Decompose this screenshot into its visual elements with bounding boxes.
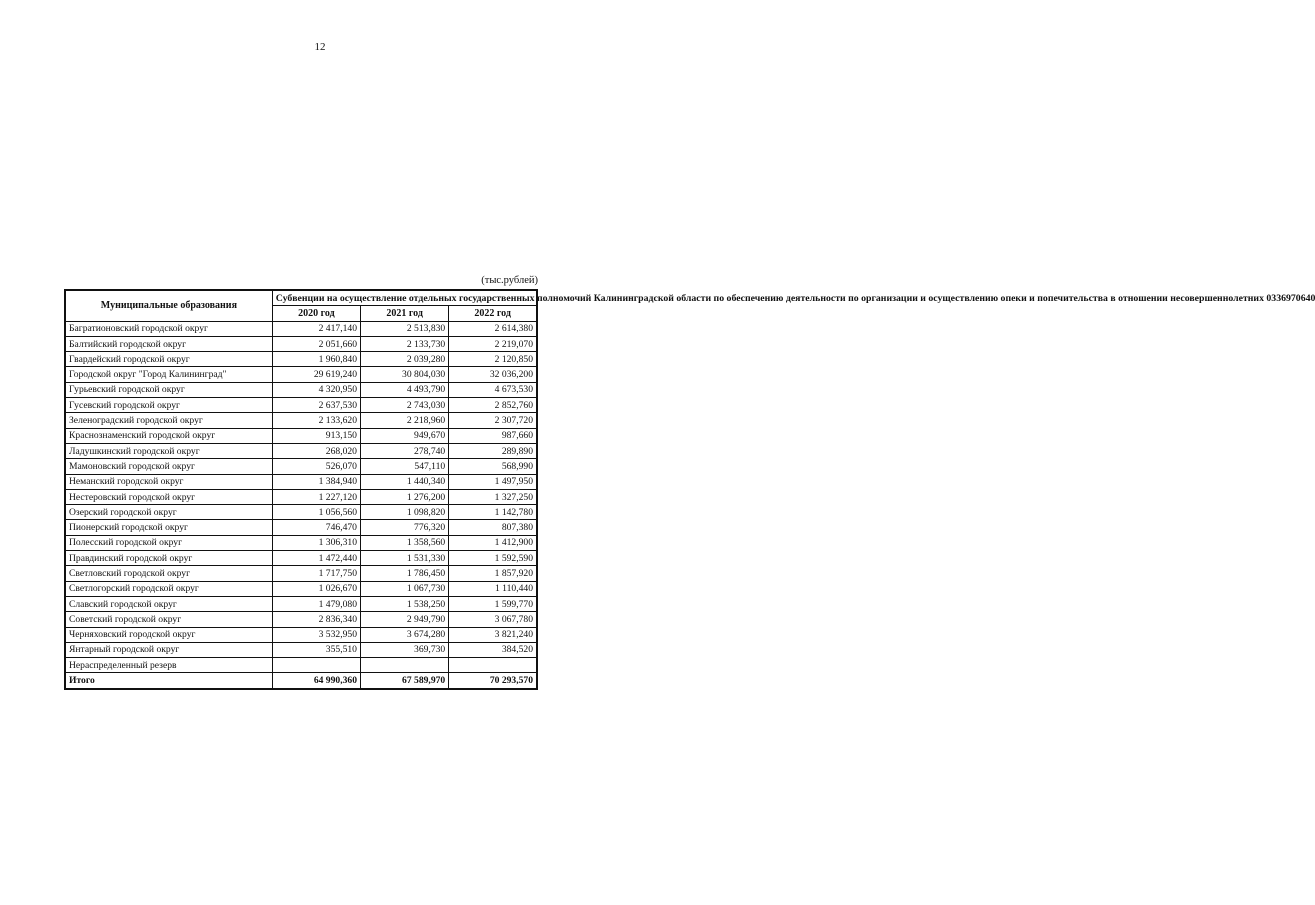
- amount-cell: 2 120,850: [449, 352, 537, 367]
- table-row: [65, 382, 537, 397]
- table-row: [65, 658, 537, 673]
- municipality-name: Гвардейский городской округ: [65, 352, 272, 367]
- amount-cell: 2 133,730: [360, 336, 448, 351]
- municipality-name: Озерский городской округ: [65, 505, 272, 520]
- amount-cell: 30 804,030: [360, 367, 448, 382]
- amount-cell: 64 990,360: [272, 673, 360, 689]
- municipality-name: Нераспределенный резерв: [65, 658, 272, 673]
- municipality-name: Светлогорский городской округ: [65, 581, 272, 596]
- table-row: [65, 566, 537, 581]
- table-row: [65, 459, 537, 474]
- amount-cell: 2 417,140: [272, 321, 360, 336]
- amount-cell: 1 479,080: [272, 596, 360, 611]
- municipality-name: Славский городской округ: [65, 596, 272, 611]
- amount-cell: 1 412,900: [449, 535, 537, 550]
- amount-cell: 2 836,340: [272, 612, 360, 627]
- table-row: [65, 612, 537, 627]
- municipality-name: Зеленоградский городской округ: [65, 413, 272, 428]
- amount-cell: 4 493,790: [360, 382, 448, 397]
- table-row: [65, 642, 537, 657]
- amount-cell: 2 637,530: [272, 398, 360, 413]
- amount-cell: 526,070: [272, 459, 360, 474]
- amount-cell: 1 276,200: [360, 489, 448, 504]
- municipality-name: Янтарный городской округ: [65, 642, 272, 657]
- municipality-name: Багратионовский городской округ: [65, 321, 272, 336]
- amount-cell: 3 067,780: [449, 612, 537, 627]
- table-row: [65, 428, 537, 443]
- municipality-name: Ладушкинский городской округ: [65, 443, 272, 458]
- amount-cell: 2 133,620: [272, 413, 360, 428]
- municipality-name: Итого: [65, 673, 272, 689]
- amount-cell: 2 051,660: [272, 336, 360, 351]
- amount-cell: 547,110: [360, 459, 448, 474]
- amount-cell: 913,150: [272, 428, 360, 443]
- table-row: [65, 520, 537, 535]
- municipality-name: Балтийский городской округ: [65, 336, 272, 351]
- amount-cell: 289,890: [449, 443, 537, 458]
- amount-cell: 2 307,720: [449, 413, 537, 428]
- municipality-name: Гурьевский городской округ: [65, 382, 272, 397]
- amount-cell: 4 320,950: [272, 382, 360, 397]
- year-header: 2022 год: [449, 306, 537, 321]
- municipality-name: Черняховский городской округ: [65, 627, 272, 642]
- amount-cell: 1 227,120: [272, 489, 360, 504]
- amount-cell: 987,660: [449, 428, 537, 443]
- table-row: [65, 367, 537, 382]
- amount-cell: 67 589,970: [360, 673, 448, 689]
- subvention-table: [64, 289, 1315, 690]
- amount-cell: 3 532,950: [272, 627, 360, 642]
- amount-cell: 4 673,530: [449, 382, 537, 397]
- subvention-header: Субвенции на осуществление отдельных государственных полномочий Калининградской области по обеспечению деятельности по организации и осуществлению опеки и попечительства в отношении несовершеннолетних 0336970640: [272, 290, 537, 306]
- amount-cell: 1 857,920: [449, 566, 537, 581]
- amount-cell: 3 674,280: [360, 627, 448, 642]
- total-row: [65, 673, 537, 689]
- amount-cell: 2 513,830: [360, 321, 448, 336]
- amount-cell: 1 142,780: [449, 505, 537, 520]
- units-label: (тыс.рублей): [481, 275, 538, 286]
- table-row: [65, 596, 537, 611]
- amount-cell: 746,470: [272, 520, 360, 535]
- amount-cell: [449, 658, 537, 673]
- amount-cell: 1 717,750: [272, 566, 360, 581]
- amount-cell: 278,740: [360, 443, 448, 458]
- municipality-name: Гусевский городской округ: [65, 398, 272, 413]
- municipality-name: Пионерский городской округ: [65, 520, 272, 535]
- amount-cell: 1 067,730: [360, 581, 448, 596]
- table-row: [65, 352, 537, 367]
- table-row: [65, 321, 537, 336]
- amount-cell: 369,730: [360, 642, 448, 657]
- municipalities-header: Муниципальные образования: [65, 290, 272, 321]
- amount-cell: 2 743,030: [360, 398, 448, 413]
- amount-cell: 1 098,820: [360, 505, 448, 520]
- page-number: 12: [314, 41, 326, 53]
- amount-cell: 1 440,340: [360, 474, 448, 489]
- table-row: [65, 336, 537, 351]
- amount-cell: 807,380: [449, 520, 537, 535]
- municipality-name: Краснознаменский городской округ: [65, 428, 272, 443]
- amount-cell: 1 497,950: [449, 474, 537, 489]
- table-row: [65, 443, 537, 458]
- amount-cell: 1 960,840: [272, 352, 360, 367]
- amount-cell: 1 358,560: [360, 535, 448, 550]
- table-body: [65, 321, 537, 689]
- amount-cell: 2 614,380: [449, 321, 537, 336]
- amount-cell: [272, 658, 360, 673]
- amount-cell: 1 599,770: [449, 596, 537, 611]
- municipality-name: Мамоновский городской округ: [65, 459, 272, 474]
- table-row: [65, 551, 537, 566]
- amount-cell: 1 472,440: [272, 551, 360, 566]
- table-row: [65, 413, 537, 428]
- amount-cell: 2 949,790: [360, 612, 448, 627]
- year-header: 2020 год: [272, 306, 360, 321]
- table-row: [65, 535, 537, 550]
- amount-cell: 32 036,200: [449, 367, 537, 382]
- amount-cell: 384,520: [449, 642, 537, 657]
- amount-cell: 2 218,960: [360, 413, 448, 428]
- amount-cell: 1 026,670: [272, 581, 360, 596]
- amount-cell: 1 531,330: [360, 551, 448, 566]
- amount-cell: 1 306,310: [272, 535, 360, 550]
- municipality-name: Нестеровский городской округ: [65, 489, 272, 504]
- amount-cell: 776,320: [360, 520, 448, 535]
- table-row: [65, 398, 537, 413]
- table-row: [65, 474, 537, 489]
- amount-cell: 949,670: [360, 428, 448, 443]
- municipality-name: Неманский городской округ: [65, 474, 272, 489]
- municipality-name: Городской округ "Город Калининград": [65, 367, 272, 382]
- municipality-name: Правдинский городской округ: [65, 551, 272, 566]
- amount-cell: 29 619,240: [272, 367, 360, 382]
- amount-cell: 1 056,560: [272, 505, 360, 520]
- municipality-name: Полесский городской округ: [65, 535, 272, 550]
- amount-cell: [360, 658, 448, 673]
- table-row: [65, 581, 537, 596]
- amount-cell: 1 538,250: [360, 596, 448, 611]
- amount-cell: 2 219,070: [449, 336, 537, 351]
- table-row: [65, 489, 537, 504]
- amount-cell: 355,510: [272, 642, 360, 657]
- year-header: 2021 год: [360, 306, 448, 321]
- amount-cell: 3 821,240: [449, 627, 537, 642]
- amount-cell: 70 293,570: [449, 673, 537, 689]
- amount-cell: 1 110,440: [449, 581, 537, 596]
- municipality-name: Советский городской округ: [65, 612, 272, 627]
- amount-cell: 1 384,940: [272, 474, 360, 489]
- amount-cell: 1 786,450: [360, 566, 448, 581]
- amount-cell: 2 852,760: [449, 398, 537, 413]
- table-row: [65, 505, 537, 520]
- table-row: [65, 627, 537, 642]
- municipality-name: Светловский городской округ: [65, 566, 272, 581]
- amount-cell: 568,990: [449, 459, 537, 474]
- amount-cell: 268,020: [272, 443, 360, 458]
- amount-cell: 1 592,590: [449, 551, 537, 566]
- amount-cell: 1 327,250: [449, 489, 537, 504]
- amount-cell: 2 039,280: [360, 352, 448, 367]
